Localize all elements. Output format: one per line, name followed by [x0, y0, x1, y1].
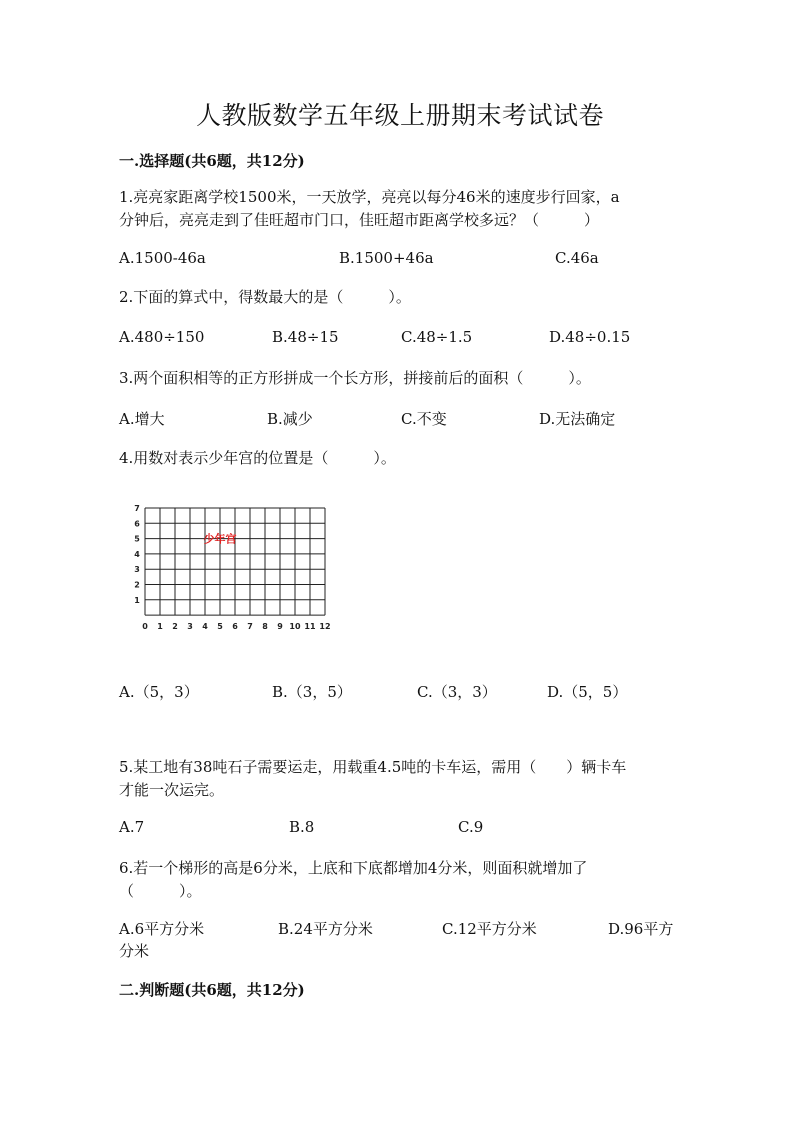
question-5-options [119, 818, 719, 840]
question-2-line-1: 2.下面的算式中，得数最大的是（ ）。 [119, 288, 411, 306]
option-d: D.48÷0.15 [549, 328, 631, 346]
option-d: D.无法确定 [539, 410, 616, 428]
question-3-options [119, 408, 719, 430]
option-d-wrap: 分米 [119, 942, 150, 960]
page-title: 人教版数学五年级上册期末考试试卷 [195, 101, 604, 130]
x-tick-label: 12 [319, 622, 331, 632]
option-a: A.增大 [119, 410, 165, 428]
section-heading-judgement: 二.判断题(共6题，共12分) [119, 981, 305, 999]
y-tick-label: 2 [134, 580, 140, 590]
option-c: C.48÷1.5 [401, 328, 473, 346]
option-a: A.480÷150 [119, 328, 205, 346]
option-a: A.7 [119, 818, 145, 836]
x-tick-label: 5 [217, 622, 223, 632]
y-tick-label: 3 [134, 565, 140, 575]
option-b: B.减少 [267, 410, 313, 428]
question-6-options [119, 918, 719, 940]
youth-palace-label: 少年宫 [203, 532, 237, 546]
x-tick-label: 0 [142, 622, 148, 632]
y-tick-label: 7 [134, 505, 140, 513]
x-tick-label: 10 [289, 622, 301, 632]
question-1-options [119, 249, 719, 271]
option-a: A.（5，3） [119, 683, 199, 701]
y-tick-label: 6 [134, 519, 140, 529]
option-b: B.（3，5） [272, 683, 352, 701]
question-1 [119, 186, 689, 232]
question-6-line-2: （ ）。 [119, 882, 202, 900]
question-6-option-wrap [119, 940, 719, 962]
question-6-line-1: 6.若一个梯形的高是6分米，上底和下底都增加4分米，则面积就增加了 [119, 859, 588, 877]
option-c: C.9 [458, 818, 484, 836]
question-2-options [119, 328, 719, 350]
option-d: D.96平方 [608, 920, 674, 938]
x-tick-label: 2 [172, 622, 178, 632]
y-tick-label: 5 [134, 534, 140, 544]
x-tick-label: 11 [304, 622, 316, 632]
option-b: B.1500+46a [339, 249, 434, 267]
x-tick-label: 9 [277, 622, 283, 632]
option-b: B.24平方分米 [278, 920, 373, 938]
y-tick-label: 1 [134, 595, 140, 605]
x-tick-label: 4 [202, 622, 208, 632]
question-3 [119, 367, 689, 390]
option-c: C.不变 [401, 410, 447, 428]
question-3-line-1: 3.两个面积相等的正方形拼成一个长方形，拼接前后的面积（ ）。 [119, 369, 591, 387]
option-d: D.（5，5） [547, 683, 628, 701]
option-a: A.6平方分米 [119, 920, 205, 938]
section-heading-choice: 一.选择题(共6题，共12分) [119, 152, 305, 170]
question-1-line-1: 1.亮亮家距离学校1500米，一天放学，亮亮以每分46米的速度步行回家，a [119, 188, 620, 206]
question-1-line-2: 分钟后，亮亮走到了佳旺超市门口，佳旺超市距离学校多远？（ ） [119, 211, 600, 229]
option-c: C.46a [555, 249, 599, 267]
question-4-options [119, 681, 719, 703]
question-5-line-2: 才能一次运完。 [119, 781, 225, 799]
coordinate-grid [125, 505, 340, 635]
question-6 [119, 857, 689, 903]
option-a: A.1500-46a [119, 249, 206, 267]
y-tick-label: 4 [134, 549, 140, 559]
coordinate-grid-figure [125, 505, 340, 635]
option-c: C.12平方分米 [442, 920, 537, 938]
x-tick-label: 1 [157, 622, 163, 632]
x-tick-label: 8 [262, 622, 268, 632]
option-c: C.（3，3） [417, 683, 497, 701]
option-b: B.48÷15 [272, 328, 339, 346]
x-tick-label: 3 [187, 622, 193, 632]
option-b: B.8 [289, 818, 315, 836]
question-5 [119, 756, 689, 802]
x-tick-label: 6 [232, 622, 238, 632]
question-5-line-1: 5.某工地有38吨石子需要运走，用载重4.5吨的卡车运，需用（ ）辆卡车 [119, 758, 627, 776]
question-2 [119, 286, 689, 309]
question-4-line-1: 4.用数对表示少年宫的位置是（ ）。 [119, 449, 396, 467]
x-tick-label: 7 [247, 622, 253, 632]
question-4 [119, 447, 689, 470]
